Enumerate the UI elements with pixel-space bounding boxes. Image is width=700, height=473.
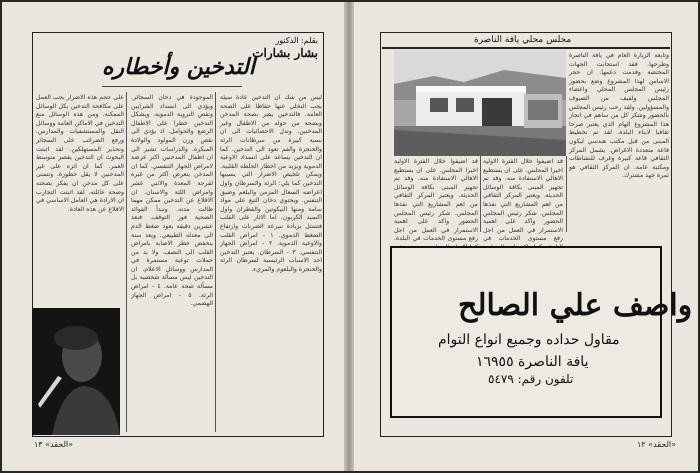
article-column-middle [131,94,213,434]
building-photo-image [394,50,566,156]
column-divider-1 [126,92,127,432]
header-author-name: بشار بشارات [252,46,318,60]
column-divider-2 [215,92,216,432]
title-underline [102,86,242,87]
portrait-photo [32,308,120,435]
column-divider-inner [480,156,481,232]
portrait-photo-image [32,308,120,435]
article-column-left-text: على حجم هذه الاضرار يجب العمل على مكافحة التدخين بكل الوسائل الممكنة. ومن هذه الوسائل منع التدخين في الاماكن العامة ووسائل النقل والمستشفيات والمدارس. ورفع الضرائب على السجائر وتحذير المستهلكين. لقد اثبتت البحوث ان التدخين يقصر متوسط العمر. كما ان اثره على غير المدخنين لا يقل خطورة. ونتمنى على كل مدخن ان يفكر بصحته وصحة عائلته. لقد اثبتت التجارب ان الارادة هي العامل الاساسي في الاقلاع عن هذه العادة. [36,94,124,213]
article-column-right [220,94,322,434]
right-page-number: «الحقد» ١٢ [637,440,676,449]
report-column-right [569,52,669,232]
building-photo [394,50,566,156]
article-column-middle-text: الموجودة في دخان السجائر. ويؤدي الى انسداد الشرايين ونقص التروية الدموية. ويشكل التدخين خطرا على الاطفال الرضع والحوامل. اذ يؤدي الى نقص وزن المولود والولادة المبكرة. والدراسات تشير الى ان اطفال المدخنين اكثر عرضة لامراض الجهاز التنفسي. كما ان المدخن يتعرض اكثر من غيره لقرحة المعدة والاثني عشر وامراض اللثة والاسنان. ان الاقلاع عن التدخين ممكن مهما طالت مدته. وتبدأ الفوائد الصحية فور التوقف. فبعد عشرين دقيقة يعود ضغط الدم الى معدله الطبيعي. وبعد سنة ينخفض خطر الاصابة بامراض القلب الى النصف. ولا بد من حملات توعية مستمرة في المدارس ووسائل الاعلام. ان التدخين ليس مسألة شخصية بل مسألة صحة عامة. ٤ - امراض الرئة. ٥ - امراض الجهاز الهضمي. [131,94,213,308]
ad-name: واصف علي الصالح [458,288,693,323]
left-page-number: «الحقد» ١٣ [34,440,73,449]
page-header: مجلس محلي يافة الناصرة [474,35,572,45]
column-divider [566,156,567,232]
article-title: التدخين وأخطاره [102,54,255,80]
header-author-label: بقلم: الدكتور [275,36,318,45]
spine [344,2,354,471]
ad-line-services: مقاول حداده وجميع انواع التوام [438,332,620,348]
ad-line-phone: تلفون رقم: ٥٤٧٩ [488,372,574,386]
article-column-right-text: ليس من شك ان التدخين عادة سيئة يجب التخلي عنها حفاظا على الصحة العامة. فالتدخين يضر بصحة المدخن وبصحة من حوله من الاطفال وغير المدخنين. وتدل الاحصائيات الى ان نسبة كبيرة من سرطانات الرئة والحنجرة والفم تعود الى التدخين. كما ان التدخين يساعد على انسداد الاوعية الدموية ويزيد من اخطار الجلطة القلبية. ويمكن تلخيص الاضرار التي يسببها التدخين كما يلي: الرئة والسرطان واول اعراضه السعال المزمن والبلغم وضيق التنفس. ويحتوي دخان التبغ على مواد سامة ومنها النيكوتين والقطران واول اكسيد الكربون. اما الاثار على القلب فتتمثل بزيادة سرعة الضربات وارتفاع الضغط الدموي. ١ - امراض القلب والاوعية الدموية. ٢ - امراض الجهاز التنفسي. ٣ - السرطان. يعتبر التدخين احد الاسباب الرئيسية لسرطان الرئة والحنجرة والبلعوم والمريء. [220,94,322,273]
advertisement [390,246,693,418]
ad-line-address: يافة الناصرة ١٦٩٥٥ [476,354,589,370]
right-page [354,6,696,467]
report-column-left [394,158,478,243]
report-column-middle-text: قد اضيفوا خلال الفترة الاولية اخيرا المجلس. على ان يستطيع الاهالي الاستفادة منه. وقد تم تجهيز المبنى بكافة الوسائل الحديثة. ويعتبر المركز الثقافي من اهم المشاريع التي نفذها المجلس. شكر رئيس المجلس الحضور واكد على اهمية الاستمرار في العمل من اجل رفع مستوى الخدمات في [483,158,563,243]
report-column-middle [483,158,563,243]
magazine-spread [2,2,698,471]
header-rule [382,47,670,49]
article-column-left [36,94,124,306]
report-column-left-text: قد اضيفوا خلال الفترة الاولية اخيرا المجلس. على ان يستطيع الاهالي الاستفادة منه. وقد تم تجهيز المبنى بكافة الوسائل الحديثة. ويعتبر المركز الثقافي من اهم المشاريع التي نفذها المجلس. شكر رئيس المجلس الحضور واكد على اهمية الاستمرار في العمل من اجل رفع مستوى الخدمات في البلدة. [394,158,478,243]
left-page [6,6,344,467]
report-column-right-text: وتابعة الزيارة العام في يافة الناصرة وطرحها. فقد استجابت الجهات المختصة وقدمت دعمها. ان حجر الاساس لهذا المشروع وضع بحضور رئيس المجلس المحلي واعضاء المجلس ولفيف من الضيوف والمسؤولين. ولقد رحب رئيس المجلس بالحضور وشكر كل من ساهم في انجاز هذا المشروع الهام الذي يعتبر صرحا ثقافيا لابناء البلدة. لقد تم تخطيط المبنى من قبل مكتب هندسي ليكون قاعة متعددة الاغراض. يشمل المركز الثقافي قاعة كبيرة وغرف للنشاطات ومكتبة عامة. ان المركز الثقافي هو ثمرة جهد مشترك. [569,52,669,180]
